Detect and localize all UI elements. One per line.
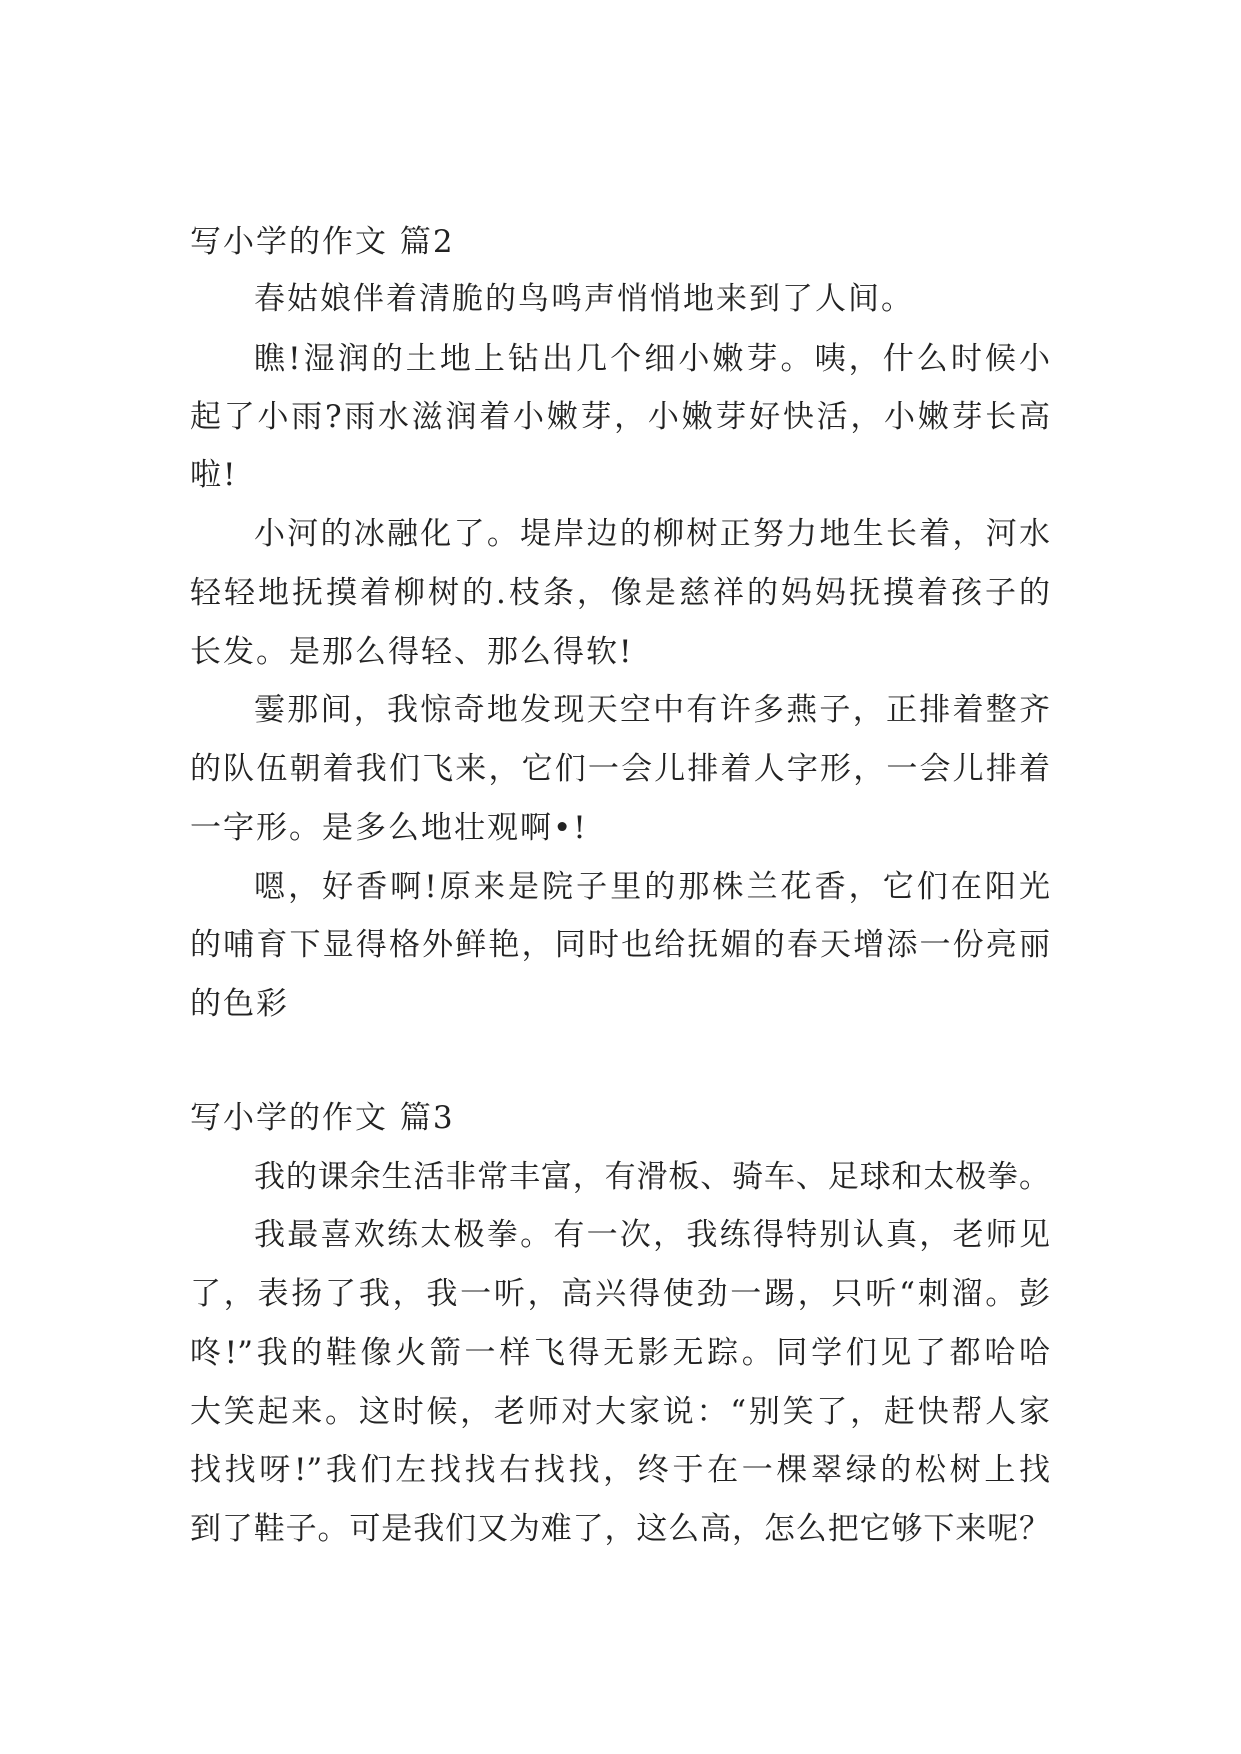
paragraph-line: 啦! xyxy=(190,457,238,493)
paragraph-line: 轻轻地抚摸着柳树的.枝条，像是慈祥的妈妈抚摸着孩子的 xyxy=(190,575,1050,611)
paragraph-line: 的队伍朝着我们飞来，它们一会儿排着人字形，一会儿排着 xyxy=(190,751,1050,787)
paragraph-line: 咚!”我的鞋像火箭一样飞得无影无踪。同学们见了都哈哈 xyxy=(190,1335,1050,1371)
paragraph-line: 一字形。是多么地壮观啊•! xyxy=(190,810,588,846)
paragraph-line: 嗯，好香啊!原来是院子里的那株兰花香，它们在阳光 xyxy=(254,869,1050,905)
paragraph-line: 霎那间，我惊奇地发现天空中有许多燕子，正排着整齐 xyxy=(254,692,1050,728)
paragraph-line: 长发。是那么得轻、那么得软! xyxy=(190,634,634,670)
paragraph-line: 我最喜欢练太极拳。有一次，我练得特别认真，老师见 xyxy=(254,1217,1050,1253)
paragraph-line: 的哺育下显得格外鲜艳，同时也给抚媚的春天增添一份亮丽 xyxy=(190,927,1050,963)
section-heading: 写小学的作文 篇2 xyxy=(190,224,455,260)
paragraph-line: 的色彩 xyxy=(190,986,289,1022)
paragraph-line: 起了小雨?雨水滋润着小嫩芽，小嫩芽好快活，小嫩芽长高 xyxy=(190,399,1050,435)
paragraph-line: 我的课余生活非常丰富，有滑板、骑车、足球和太极拳。 xyxy=(254,1159,1050,1195)
paragraph-line: 了，表扬了我，我一听，高兴得使劲一踢，只听“刺溜。彭 xyxy=(190,1276,1050,1312)
paragraph-line: 到了鞋子。可是我们又为难了，这么高，怎么把它够下来呢？ xyxy=(190,1511,1050,1547)
paragraph-line: 大笑起来。这时候，老师对大家说：“别笑了，赶快帮人家 xyxy=(190,1394,1050,1430)
section-heading: 写小学的作文 篇3 xyxy=(190,1100,455,1136)
paragraph-line: 春姑娘伴着清脆的鸟鸣声悄悄地来到了人间。 xyxy=(254,281,914,317)
paragraph-line: 小河的冰融化了。堤岸边的柳树正努力地生长着，河水 xyxy=(254,516,1050,552)
paragraph-line: 瞧!湿润的土地上钻出几个细小嫩芽。咦，什么时候小 xyxy=(254,341,1050,377)
paragraph-line: 找找呀!”我们左找找右找找，终于在一棵翠绿的松树上找 xyxy=(190,1452,1050,1488)
